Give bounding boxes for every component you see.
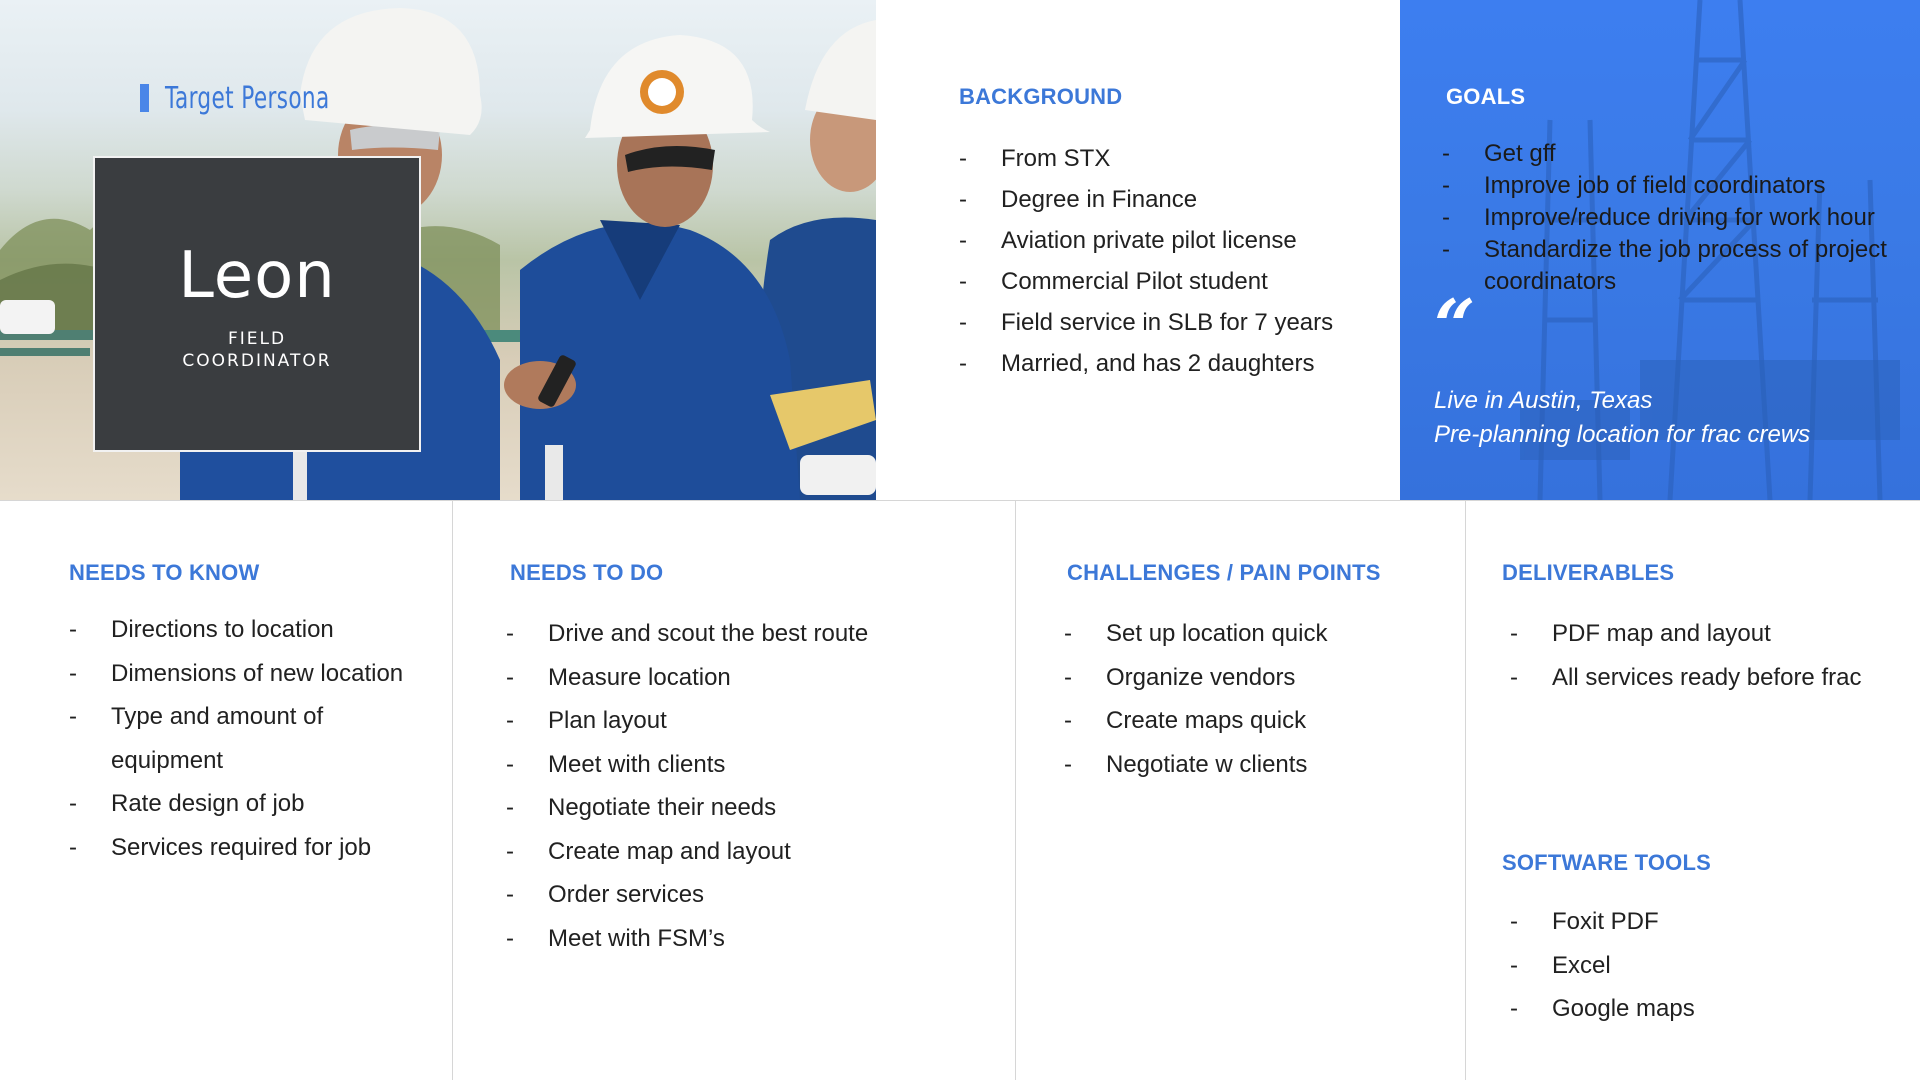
persona-name-card bbox=[93, 156, 421, 452]
list-item: - Plan layout bbox=[506, 699, 868, 743]
list-item: - Meet with FSM’s bbox=[506, 917, 868, 961]
list-item: - Measure location bbox=[506, 656, 868, 700]
target-persona-tag bbox=[140, 78, 394, 118]
list-item: - Improve/reduce driving for work hour bbox=[1442, 202, 1912, 234]
section-divider bbox=[0, 500, 1920, 501]
list-item: - Married, and has 2 daughters bbox=[959, 343, 1333, 384]
persona-photo bbox=[0, 0, 876, 500]
goals-title: GOALS bbox=[1446, 84, 1526, 109]
list-item: - Order services bbox=[506, 873, 868, 917]
list-item: - All services ready before frac bbox=[1510, 656, 1861, 700]
list-item: - From STX bbox=[959, 138, 1333, 179]
list-item: - PDF map and layout bbox=[1510, 612, 1861, 656]
column-divider bbox=[452, 500, 453, 1080]
needs-to-do-list bbox=[506, 612, 868, 960]
list-item: - Dimensions of new location bbox=[69, 652, 439, 696]
goals-panel bbox=[1400, 0, 1920, 500]
background-list bbox=[959, 138, 1333, 384]
list-item: - Set up location quick bbox=[1064, 612, 1327, 656]
persona-quote bbox=[1434, 384, 1810, 452]
deliverables-title: DELIVERABLES bbox=[1502, 560, 1675, 585]
software-tools-list bbox=[1510, 900, 1695, 1031]
quote-line1: Live in Austin, Texas bbox=[1434, 387, 1653, 414]
software-tools-title: SOFTWARE TOOLS bbox=[1502, 850, 1711, 875]
needs-to-know-title: NEEDS TO KNOW bbox=[69, 560, 260, 585]
list-item: - Negotiate w clients bbox=[1064, 743, 1327, 787]
persona-role bbox=[95, 328, 419, 372]
list-item: - Services required for job bbox=[69, 826, 439, 870]
goals-list bbox=[1442, 138, 1912, 298]
list-item: - Type and amount of equipment bbox=[69, 695, 361, 782]
list-item: - Standardize the job process of project coordinators bbox=[1442, 234, 1912, 298]
challenges-list bbox=[1064, 612, 1327, 786]
persona-role-line1: FIELD bbox=[227, 329, 287, 349]
list-item: - Commercial Pilot student bbox=[959, 261, 1333, 302]
persona-tag-bar bbox=[140, 84, 149, 112]
list-item: - Aviation private pilot license bbox=[959, 220, 1333, 261]
list-item: - Directions to location bbox=[69, 608, 439, 652]
list-item: - Negotiate their needs bbox=[506, 786, 868, 830]
list-item: - Create map and layout bbox=[506, 830, 868, 874]
list-item: - Get gff bbox=[1442, 138, 1912, 170]
list-item: - Excel bbox=[1510, 944, 1695, 988]
persona-role-line2: COORDINATOR bbox=[182, 351, 332, 371]
list-item: - Meet with clients bbox=[506, 743, 868, 787]
list-item: - Rate design of job bbox=[69, 782, 439, 826]
deliverables-list bbox=[1510, 612, 1861, 699]
persona-tag-text: Target Persona bbox=[165, 80, 330, 116]
list-item: - Improve job of field coordinators bbox=[1442, 170, 1912, 202]
column-divider bbox=[1465, 500, 1466, 1080]
list-item: - Create maps quick bbox=[1064, 699, 1327, 743]
quote-line2: Pre-planning location for frac crews bbox=[1434, 421, 1811, 448]
quote-icon: “ bbox=[1434, 283, 1476, 368]
list-item: - Google maps bbox=[1510, 987, 1695, 1031]
persona-name: Leon bbox=[178, 239, 336, 313]
challenges-title: CHALLENGES / PAIN POINTS bbox=[1067, 560, 1381, 585]
list-item: - Degree in Finance bbox=[959, 179, 1333, 220]
list-item: - Field service in SLB for 7 years bbox=[959, 302, 1333, 343]
needs-to-know-list bbox=[69, 608, 439, 869]
column-divider bbox=[1015, 500, 1016, 1080]
list-item: - Organize vendors bbox=[1064, 656, 1327, 700]
list-item: - Foxit PDF bbox=[1510, 900, 1695, 944]
needs-to-do-title: NEEDS TO DO bbox=[510, 560, 664, 585]
list-item: - Drive and scout the best route bbox=[506, 612, 868, 656]
background-title: BACKGROUND bbox=[959, 84, 1123, 109]
